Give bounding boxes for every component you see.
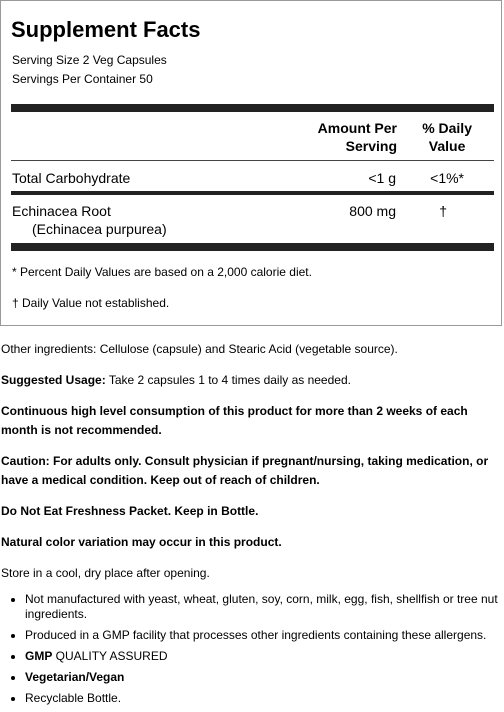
list-item-text: Produced in a GMP facility that processes other ingredients containing these allergens. xyxy=(25,628,487,642)
product-claims-list xyxy=(0,592,503,712)
supplement-facts-panel xyxy=(0,0,502,326)
dv-header-line1: % Daily xyxy=(422,120,472,136)
other-ingredients: Other ingredients: Cellulose (capsule) and Stearic Acid (vegetable source). xyxy=(1,342,398,356)
suggested-usage xyxy=(1,371,501,390)
gmp-label: GMP xyxy=(25,649,53,663)
amount-per-serving-header xyxy=(318,119,397,155)
warning-caution: Caution: For adults only. Consult physician if pregnant/nursing, taking medication, or have a medical condition. Keep out of reach of children. xyxy=(1,454,489,487)
row-amount: <1 g xyxy=(368,170,396,186)
warning-consumption: Continuous high level consumption of this product for more than 2 weeks of each month is not recommended. xyxy=(1,404,468,437)
list-item xyxy=(25,691,503,706)
list-item xyxy=(25,628,503,643)
row-dv: † xyxy=(439,203,447,219)
amount-header-line2: Serving xyxy=(345,138,397,154)
footnote-dagger: † Daily Value not established. xyxy=(12,296,170,310)
dv-header-line2: Value xyxy=(428,138,466,154)
medium-divider xyxy=(11,191,494,195)
row-amount: 800 mg xyxy=(349,203,396,219)
warning-color-variation: Natural color variation may occur in this product. xyxy=(1,535,282,549)
list-item xyxy=(25,670,503,685)
list-item xyxy=(25,649,503,664)
row-dv: <1%* xyxy=(430,170,464,186)
servings-per-container: Servings Per Container 50 xyxy=(12,72,153,86)
amount-header-line1: Amount Per xyxy=(317,120,397,136)
list-item-text: Vegetarian/Vegan xyxy=(25,670,125,684)
usage-label: Suggested Usage: xyxy=(1,373,106,387)
thick-divider-top xyxy=(11,104,494,112)
thick-divider-bottom xyxy=(11,243,494,251)
list-item xyxy=(25,592,503,622)
warning-freshness-packet: Do Not Eat Freshness Packet. Keep in Bottle. xyxy=(1,504,259,518)
footnote-daily-values: * Percent Daily Values are based on a 2,000 calorie diet. xyxy=(12,265,312,279)
list-item-text: QUALITY ASSURED xyxy=(52,649,168,663)
row-sub-name: (Echinacea purpurea) xyxy=(32,221,167,237)
daily-value-header xyxy=(422,119,472,155)
serving-size: Serving Size 2 Veg Capsules xyxy=(12,53,167,67)
list-item-text: Not manufactured with yeast, wheat, gluten, soy, corn, milk, egg, fish, shellfish or tree nut ingredients. xyxy=(25,592,498,621)
row-name: Total Carbohydrate xyxy=(12,170,131,186)
row-name: Echinacea Root xyxy=(12,203,111,219)
list-item-text: Recyclable Bottle. xyxy=(25,691,122,705)
header-divider xyxy=(11,160,494,161)
storage-instructions: Store in a cool, dry place after opening. xyxy=(1,566,210,580)
facts-title: Supplement Facts xyxy=(11,17,201,42)
usage-text: Take 2 capsules 1 to 4 times daily as needed. xyxy=(105,373,351,387)
